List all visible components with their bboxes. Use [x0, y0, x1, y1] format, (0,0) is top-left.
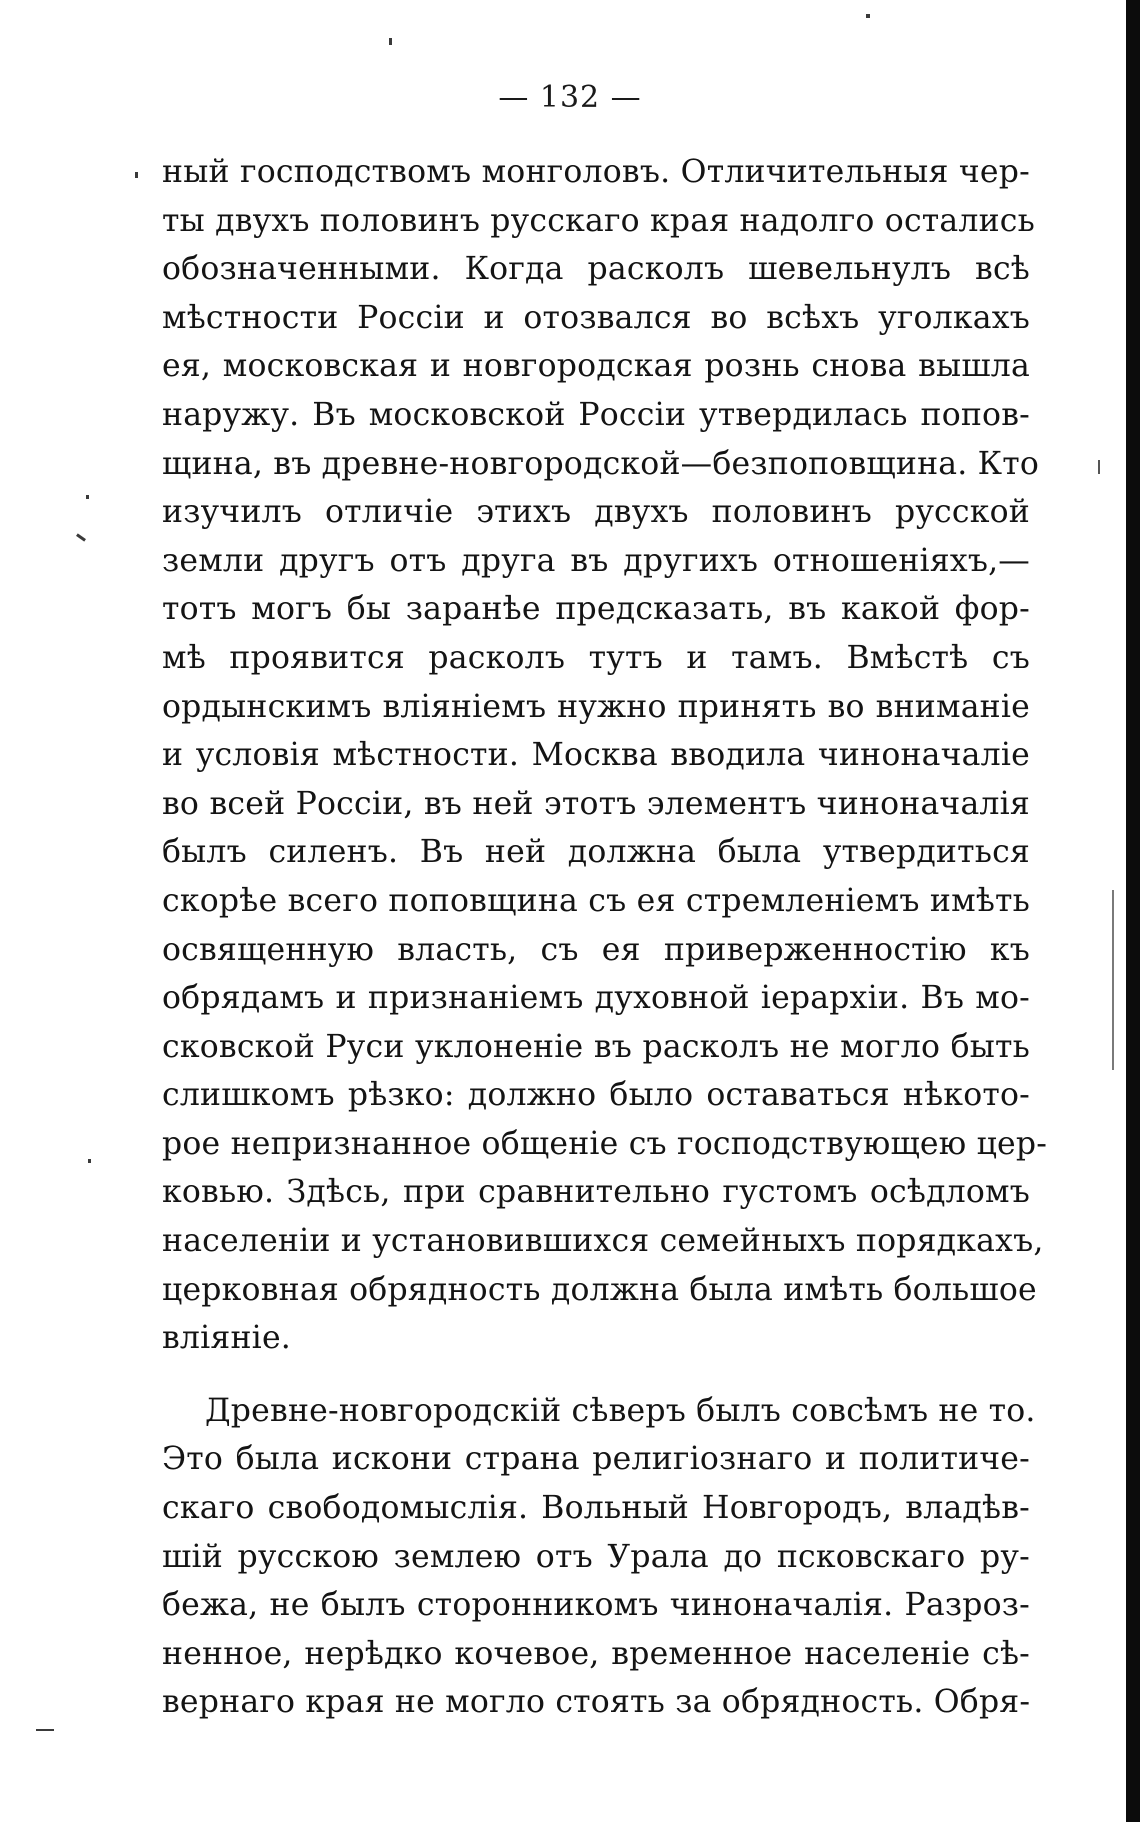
- text-line: ный господствомъ монголовъ. Отличительныя чер-: [162, 154, 1030, 190]
- text-line: скаго свободомыслія. Вольный Новгородъ, владѣв-: [162, 1490, 1030, 1527]
- text-line: наружу. Въ московской Россіи утвердилась попов-: [162, 396, 1030, 433]
- scan-speck: [88, 1159, 91, 1163]
- text-line: ордынскимъ вліяніемъ нужно принять во вниманіе: [162, 688, 1030, 725]
- text-line: шій русскою землею отъ Урала до псковскаго ру-: [162, 1538, 1030, 1575]
- text-line: бежа, не былъ сторонникомъ чиноначалія. Разроз-: [162, 1587, 1030, 1624]
- page-number: — 132 —: [498, 80, 642, 115]
- scan-speck: [76, 533, 86, 541]
- text-line: изучилъ отличіе этихъ двухъ половинъ русской: [162, 494, 1030, 531]
- body-text: [162, 148, 1048, 1727]
- text-line: ея, московская и новгородская рознь снова вышла: [162, 348, 1030, 385]
- text-line: ковью. Здѣсь, при сравнительно густомъ осѣдломъ: [162, 1174, 1030, 1211]
- text-line: вліяніе.: [162, 1320, 292, 1357]
- text-line: освященную власть, съ ея приверженностію къ: [162, 931, 1030, 968]
- text-line: Древне-новгородскій сѣверъ былъ совсѣмъ не то.: [205, 1392, 1036, 1429]
- text-line: обозначенными. Когда расколъ шевельнулъ всѣ: [162, 251, 1030, 288]
- paragraph-2: [162, 1387, 1036, 1727]
- text-line: ты двухъ половинъ русскаго края надолго остались: [162, 202, 1035, 239]
- text-line: слишкомъ рѣзко: должно было оставаться нѣкото-: [162, 1077, 1030, 1114]
- text-line: былъ силенъ. Въ ней должна была утвердиться: [162, 834, 1030, 871]
- text-line: тотъ могъ бы заранѣе предсказать, въ какой фор-: [162, 591, 1030, 628]
- paragraph-gap: [162, 1363, 1030, 1387]
- text-line: рое непризнанное общеніе съ господствующею цер-: [162, 1125, 1048, 1162]
- paragraph-1: [162, 148, 1048, 1363]
- scan-speck: [135, 172, 138, 178]
- page-edge-shadow: [1126, 0, 1140, 1822]
- scan-speck: [389, 38, 392, 45]
- text-line: во всей Россіи, въ ней этотъ элементъ чиноначалія: [162, 785, 1030, 822]
- text-line: земли другъ отъ друга въ другихъ отношеніяхъ,—: [162, 542, 1030, 579]
- scan-speck: [36, 1729, 54, 1731]
- text-line: сковской Руси уклоненіе въ расколъ не могло быть: [162, 1028, 1030, 1065]
- text-line: щина, въ древне-новгородской—безпоповщина. Кто: [162, 445, 1040, 482]
- scan-speck: [86, 495, 89, 499]
- text-line: церковная обрядность должна была имѣть большое: [162, 1271, 1037, 1308]
- text-line: мѣ проявится расколъ тутъ и тамъ. Вмѣстѣ съ: [162, 639, 1030, 676]
- text-line: ненное, нерѣдко кочевое, временное населеніе сѣ-: [162, 1635, 1030, 1672]
- scan-speck: [1098, 460, 1100, 474]
- text-line: Это была искони страна религіознаго и политиче-: [162, 1441, 1030, 1478]
- scan-speck: [1112, 890, 1114, 1070]
- text-line: населеніи и установившихся семейныхъ порядкахъ,: [162, 1223, 1044, 1260]
- text-line: и условія мѣстности. Москва вводила чиноначаліе: [162, 737, 1030, 774]
- text-line: скорѣе всего поповщина съ ея стремленіемъ имѣть: [162, 882, 1030, 919]
- scan-speck: [866, 14, 870, 18]
- text-line: обрядамъ и признаніемъ духовной іерархіи. Въ мо-: [162, 980, 1030, 1017]
- text-line: мѣстности Россіи и отозвался во всѣхъ уголкахъ: [162, 299, 1030, 336]
- text-line: вернаго края не могло стоять за обрядность. Обря-: [162, 1684, 1031, 1721]
